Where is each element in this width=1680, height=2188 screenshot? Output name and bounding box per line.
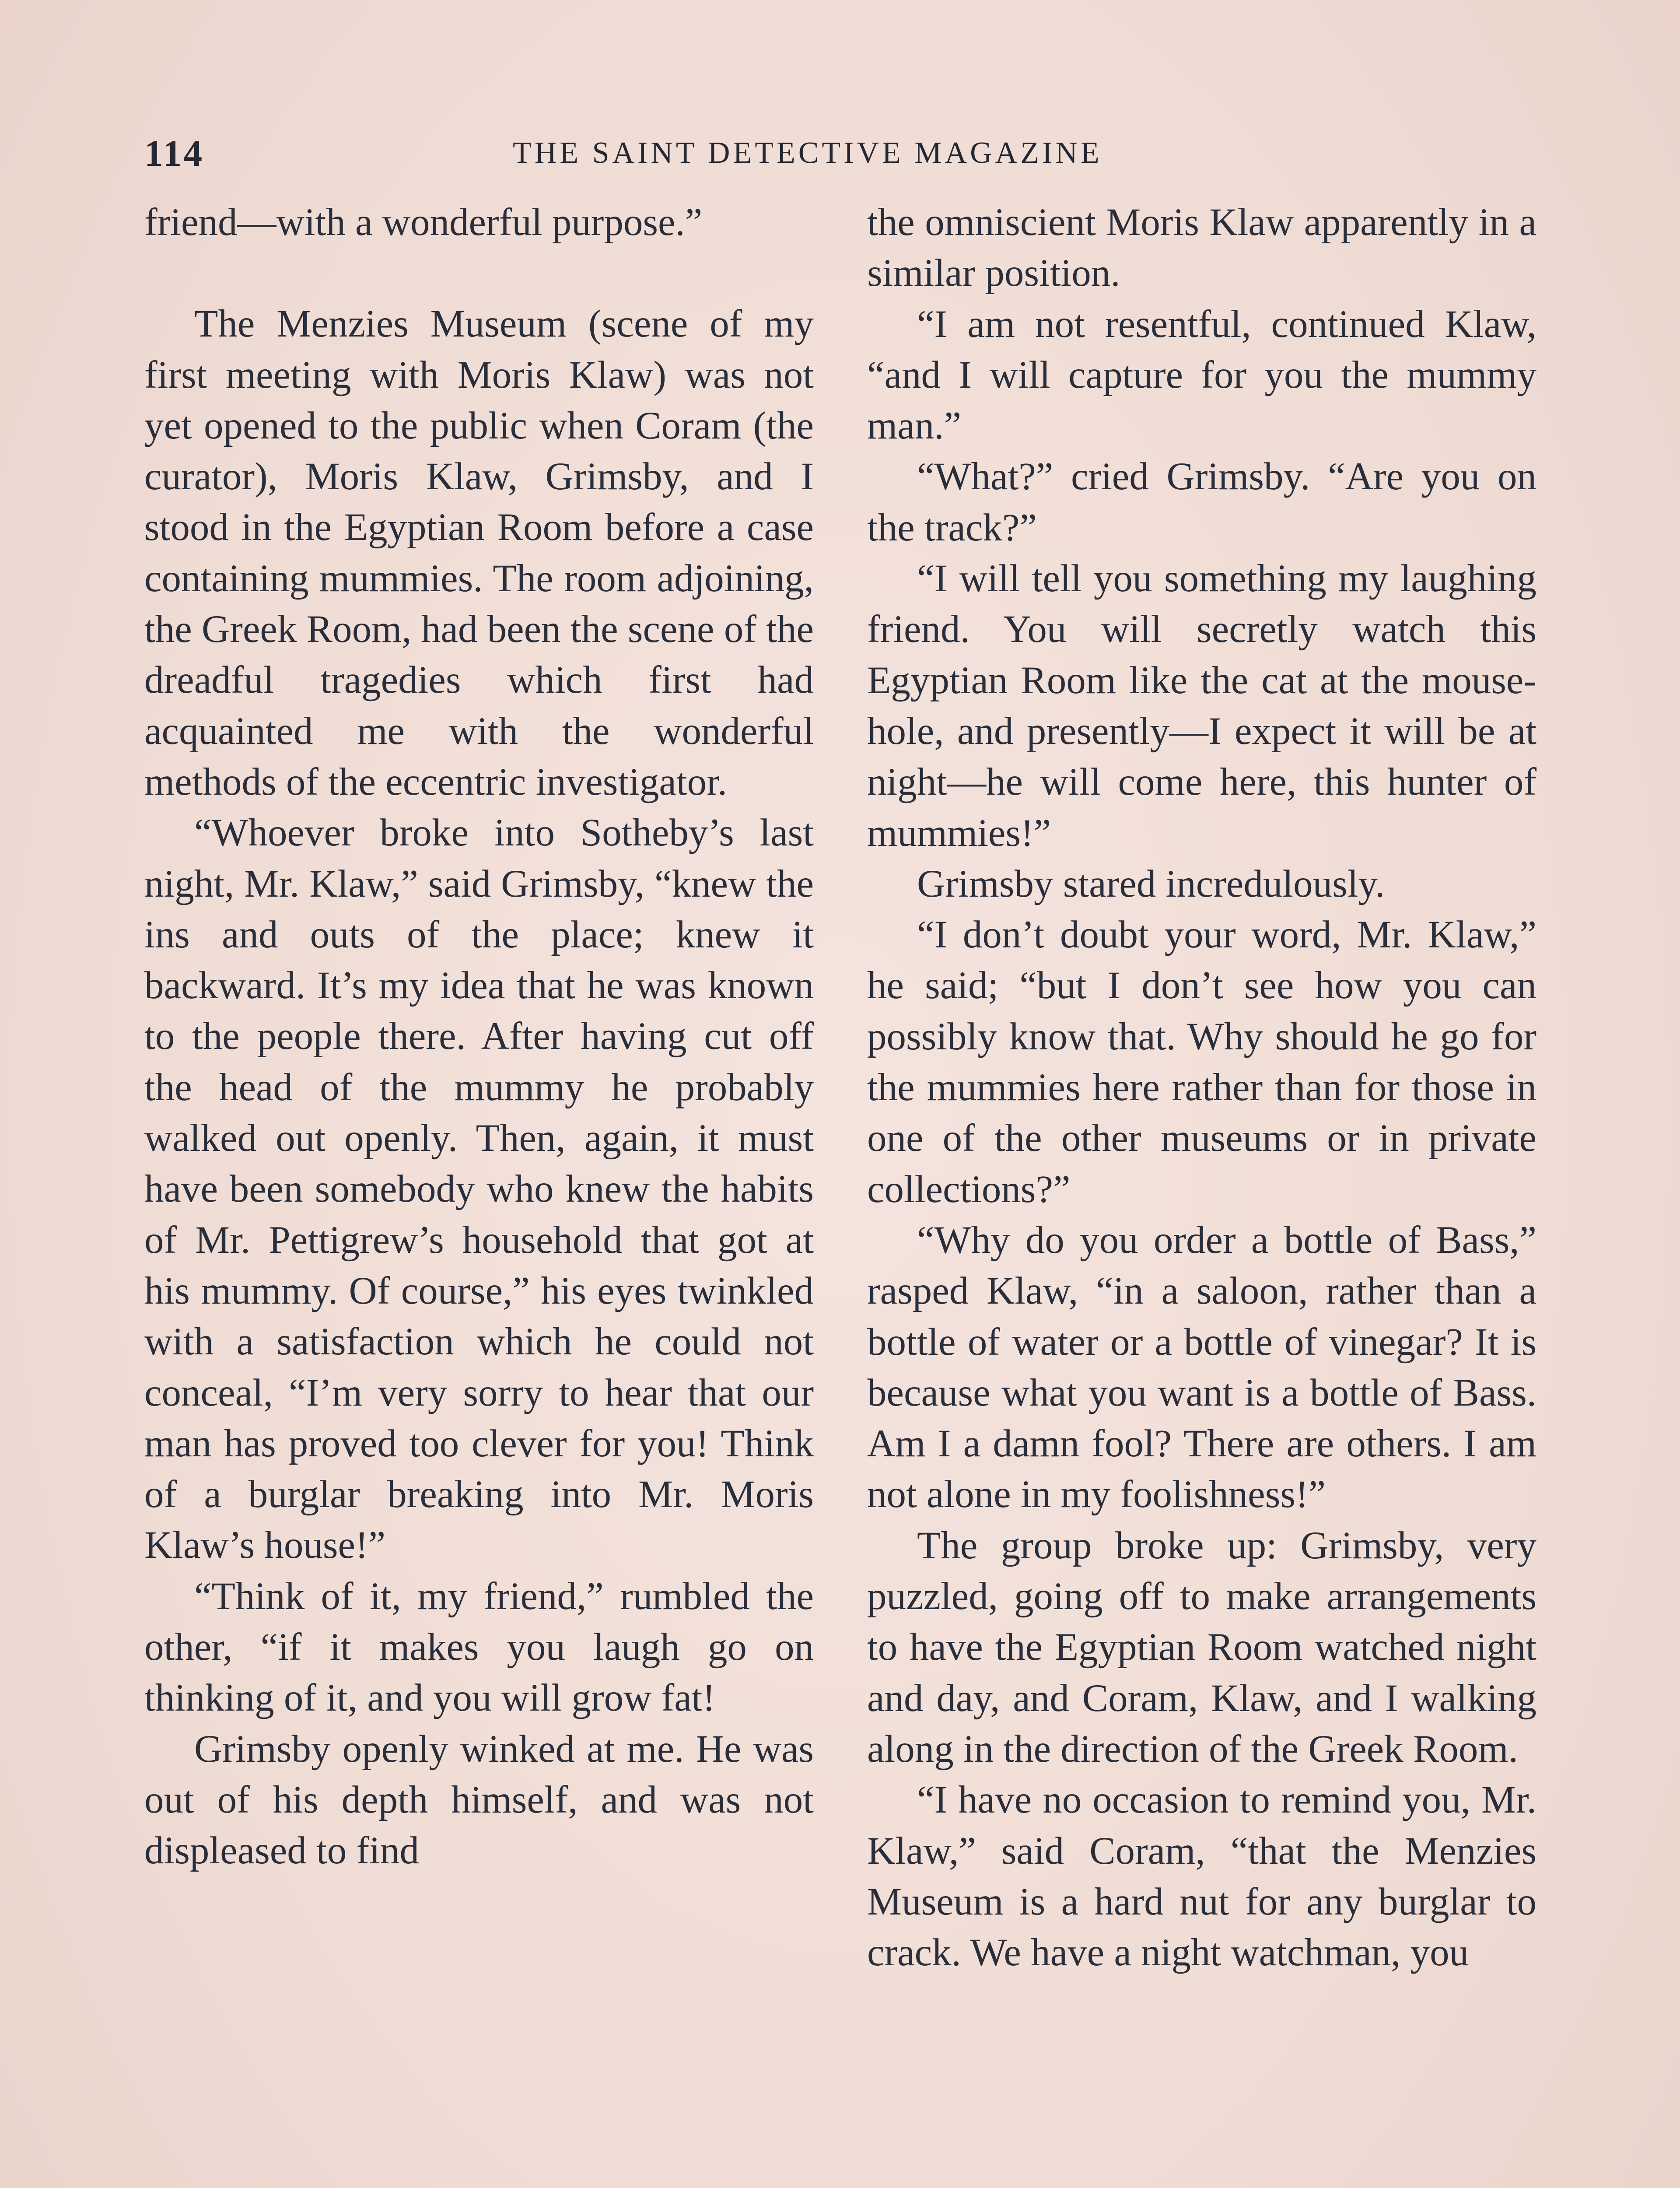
- page-number: 114: [144, 132, 204, 174]
- paragraph: “I don’t doubt your word, Mr. Klaw,” he said; “but I don’t see how you can possibly know that. Why should he go for the mummies here rather than for those in one of the other museums or in private collections?”: [867, 913, 1536, 1211]
- left-column: [144, 197, 814, 1876]
- paragraph: “Think of it, my friend,” rumbled the other, “if it makes you laugh go on thinking of it, and you will grow fat!: [144, 1574, 814, 1720]
- paragraph: “Whoever broke into Sotheby’s last night, Mr. Klaw,” said Grimsby, “knew the ins and outs of the place; knew it backward. It’s my idea that he was known to the people there. After having cut off the head of the mummy he probably walked out openly. Then, again, it must have been somebody who knew the habits of Mr. Pettigrew’s household that got at his mummy. Of course,” his eyes twinkled with a satisfaction which he could not conceal, “I’m very sorry to hear that our man has proved too clever for you! Think of a burglar breaking into Mr. Moris Klaw’s house!”: [144, 811, 814, 1567]
- paragraph: “I have no occasion to remind you, Mr. Klaw,” said Coram, “that the Menzies Museum is a hard nut for any burglar to crack. We have a night watchman, you: [867, 1778, 1536, 1974]
- paragraph: “I will tell you something my laughing friend. You will secretly watch this Egyptian Room like the cat at the mouse-hole, and presently—I expect it will be at night—he will come here, this hunter of mummies!”: [867, 557, 1536, 855]
- paragraph: “I am not resentful, continued Klaw, “and I will capture for you the mummy man.”: [867, 302, 1536, 448]
- paragraph: The Menzies Museum (scene of my first meeting with Moris Klaw) was not yet opened to the public when Coram (the curator), Moris Klaw, Grimsby, and I stood in the Egyptian Room before a case containing mummies. The room adjoining, the Greek Room, had been the scene of the dreadful tragedies which first had acquainted me with the wonderful methods of the eccentric investigator.: [144, 302, 814, 803]
- paragraph: “What?” cried Grimsby. “Are you on the track?”: [867, 455, 1536, 549]
- paragraph: the omniscient Moris Klaw apparently in a similar position.: [867, 201, 1536, 295]
- running-title: THE SAINT DETECTIVE MAGAZINE: [513, 136, 1102, 170]
- paragraph: Grimsby openly winked at me. He was out of his depth himself, and was not displeased to find: [144, 1727, 814, 1872]
- page-header: [144, 131, 1536, 179]
- paragraph: The group broke up: Grimsby, very puzzled, going off to make arrangements to have the Egyptian Room watched night and day, and Coram, Klaw, and I walking along in the direction of the Greek Room.: [867, 1524, 1536, 1771]
- paragraph: Grimsby stared incredulously.: [917, 862, 1385, 905]
- paragraph: “Why do you order a bottle of Bass,” rasped Klaw, “in a saloon, rather than a bottle of water or a bottle of vinegar? It is because what you want is a bottle of Bass. Am I a damn fool? There are others. I am not alone in my foolishness!”: [867, 1218, 1536, 1516]
- paragraph: friend—with a wonderful purpose.”: [144, 201, 703, 244]
- right-column: [867, 197, 1536, 1978]
